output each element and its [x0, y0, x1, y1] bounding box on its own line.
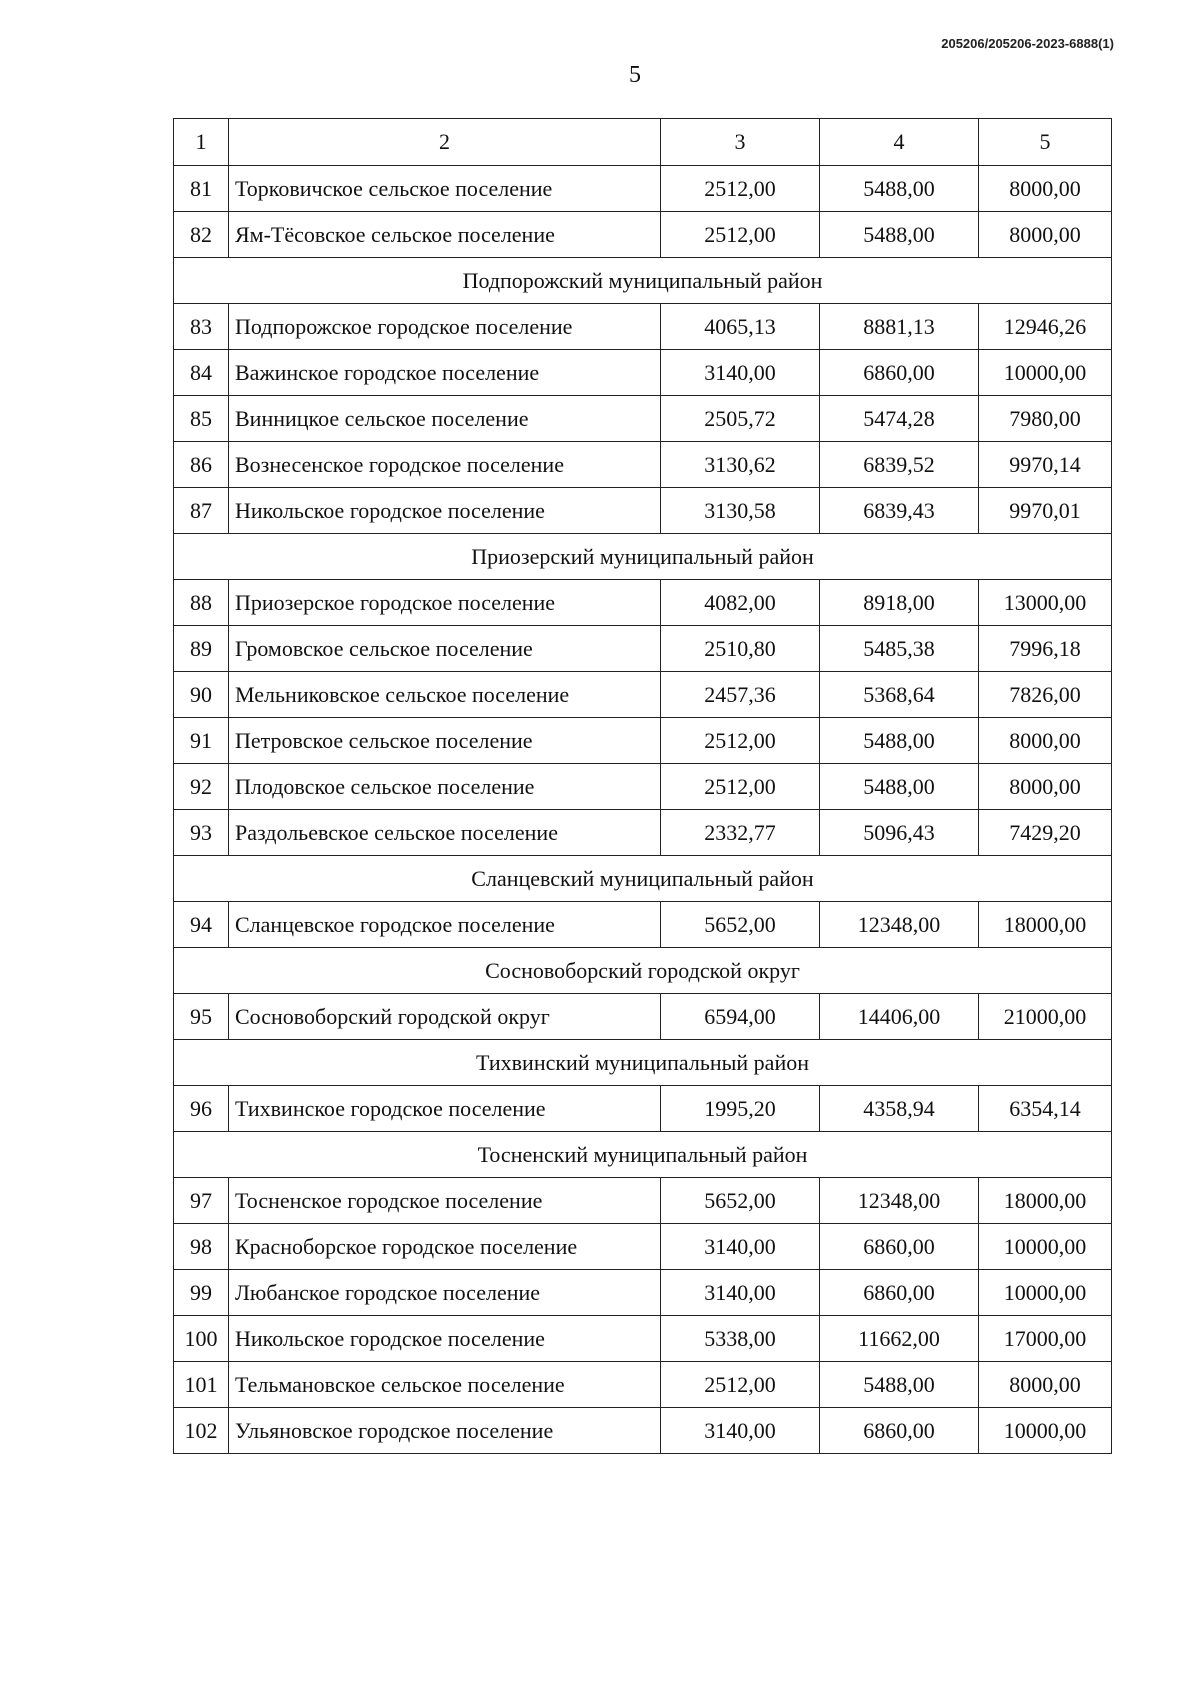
column-header: 5 [979, 119, 1112, 166]
value-col4: 6860,00 [820, 1270, 979, 1316]
value-col5: 9970,14 [979, 442, 1112, 488]
value-col4: 11662,00 [820, 1316, 979, 1362]
value-col3: 3130,62 [661, 442, 820, 488]
value-col5: 17000,00 [979, 1316, 1112, 1362]
value-col4: 5096,43 [820, 810, 979, 856]
row-number: 86 [174, 442, 229, 488]
value-col5: 7996,18 [979, 626, 1112, 672]
value-col4: 6860,00 [820, 1408, 979, 1454]
settlement-name: Ям-Тёсовское сельское поселение [229, 212, 661, 258]
value-col4: 8881,13 [820, 304, 979, 350]
row-number: 102 [174, 1408, 229, 1454]
table-row [174, 304, 1112, 350]
column-header: 3 [661, 119, 820, 166]
settlement-name: Петровское сельское поселение [229, 718, 661, 764]
value-col3: 2512,00 [661, 764, 820, 810]
row-number: 91 [174, 718, 229, 764]
row-number: 100 [174, 1316, 229, 1362]
row-number: 101 [174, 1362, 229, 1408]
row-number: 90 [174, 672, 229, 718]
value-col4: 6839,43 [820, 488, 979, 534]
table-row [174, 1224, 1112, 1270]
settlement-name: Тельмановское сельское поселение [229, 1362, 661, 1408]
table-row [174, 488, 1112, 534]
value-col5: 8000,00 [979, 764, 1112, 810]
value-col3: 5652,00 [661, 1178, 820, 1224]
value-col4: 6839,52 [820, 442, 979, 488]
row-number: 84 [174, 350, 229, 396]
section-row [174, 948, 1112, 994]
table-row [174, 1270, 1112, 1316]
section-title: Сланцевский муниципальный район [174, 856, 1112, 902]
value-col3: 4082,00 [661, 580, 820, 626]
row-number: 85 [174, 396, 229, 442]
settlement-name: Красноборское городское поселение [229, 1224, 661, 1270]
table-row [174, 1178, 1112, 1224]
value-col4: 6860,00 [820, 1224, 979, 1270]
section-title: Приозерский муниципальный район [174, 534, 1112, 580]
row-number: 83 [174, 304, 229, 350]
value-col3: 3140,00 [661, 1408, 820, 1454]
settlement-name: Подпорожское городское поселение [229, 304, 661, 350]
value-col3: 2510,80 [661, 626, 820, 672]
value-col4: 5488,00 [820, 718, 979, 764]
value-col5: 7980,00 [979, 396, 1112, 442]
table-body [174, 119, 1112, 1454]
settlement-name: Ульяновское городское поселение [229, 1408, 661, 1454]
value-col4: 5488,00 [820, 212, 979, 258]
value-col3: 2512,00 [661, 166, 820, 212]
table-row [174, 166, 1112, 212]
value-col5: 18000,00 [979, 902, 1112, 948]
table-row [174, 442, 1112, 488]
settlement-name: Никольское городское поселение [229, 488, 661, 534]
section-title: Тихвинский муниципальный район [174, 1040, 1112, 1086]
table-row [174, 672, 1112, 718]
settlement-name: Тихвинское городское поселение [229, 1086, 661, 1132]
section-row [174, 258, 1112, 304]
row-number: 94 [174, 902, 229, 948]
settlement-name: Мельниковское сельское поселение [229, 672, 661, 718]
value-col5: 8000,00 [979, 1362, 1112, 1408]
value-col4: 5474,28 [820, 396, 979, 442]
settlement-name: Винницкое сельское поселение [229, 396, 661, 442]
value-col5: 8000,00 [979, 166, 1112, 212]
value-col3: 6594,00 [661, 994, 820, 1040]
value-col4: 12348,00 [820, 1178, 979, 1224]
table-row [174, 1316, 1112, 1362]
table-row [174, 764, 1112, 810]
column-header: 1 [174, 119, 229, 166]
settlement-name: Никольское городское поселение [229, 1316, 661, 1362]
value-col5: 10000,00 [979, 1408, 1112, 1454]
settlement-name: Приозерское городское поселение [229, 580, 661, 626]
value-col3: 5338,00 [661, 1316, 820, 1362]
table-row [174, 1408, 1112, 1454]
value-col4: 5368,64 [820, 672, 979, 718]
value-col3: 2332,77 [661, 810, 820, 856]
settlement-name: Торковичское сельское поселение [229, 166, 661, 212]
value-col5: 8000,00 [979, 212, 1112, 258]
section-title: Подпорожский муниципальный район [174, 258, 1112, 304]
value-col4: 5488,00 [820, 1362, 979, 1408]
section-row [174, 856, 1112, 902]
value-col3: 4065,13 [661, 304, 820, 350]
row-number: 93 [174, 810, 229, 856]
value-col4: 12348,00 [820, 902, 979, 948]
value-col5: 10000,00 [979, 1224, 1112, 1270]
value-col3: 3130,58 [661, 488, 820, 534]
value-col3: 3140,00 [661, 1224, 820, 1270]
section-title: Сосновоборский городской округ [174, 948, 1112, 994]
section-title: Тосненский муниципальный район [174, 1132, 1112, 1178]
value-col3: 5652,00 [661, 902, 820, 948]
value-col4: 5488,00 [820, 764, 979, 810]
value-col5: 9970,01 [979, 488, 1112, 534]
value-col4: 4358,94 [820, 1086, 979, 1132]
value-col5: 10000,00 [979, 350, 1112, 396]
value-col5: 21000,00 [979, 994, 1112, 1040]
settlement-name: Громовское сельское поселение [229, 626, 661, 672]
value-col3: 2505,72 [661, 396, 820, 442]
value-col4: 6860,00 [820, 350, 979, 396]
row-number: 99 [174, 1270, 229, 1316]
row-number: 87 [174, 488, 229, 534]
value-col5: 12946,26 [979, 304, 1112, 350]
table-row [174, 1086, 1112, 1132]
table-row [174, 626, 1112, 672]
table-row [174, 994, 1112, 1040]
value-col4: 14406,00 [820, 994, 979, 1040]
row-number: 92 [174, 764, 229, 810]
page-number: 5 [629, 62, 641, 88]
row-number: 82 [174, 212, 229, 258]
value-col3: 2512,00 [661, 212, 820, 258]
row-number: 98 [174, 1224, 229, 1270]
value-col4: 5485,38 [820, 626, 979, 672]
row-number: 89 [174, 626, 229, 672]
row-number: 88 [174, 580, 229, 626]
table-row [174, 810, 1112, 856]
column-header: 4 [820, 119, 979, 166]
table-row [174, 350, 1112, 396]
settlement-name: Сосновоборский городской округ [229, 994, 661, 1040]
settlement-name: Тосненское городское поселение [229, 1178, 661, 1224]
settlement-name: Любанское городское поселение [229, 1270, 661, 1316]
table-row [174, 902, 1112, 948]
value-col5: 8000,00 [979, 718, 1112, 764]
table-row [174, 1362, 1112, 1408]
settlement-name: Сланцевское городское поселение [229, 902, 661, 948]
value-col5: 13000,00 [979, 580, 1112, 626]
row-number: 95 [174, 994, 229, 1040]
settlement-name: Важинское городское поселение [229, 350, 661, 396]
value-col5: 18000,00 [979, 1178, 1112, 1224]
table-header-row [174, 119, 1112, 166]
table-row [174, 396, 1112, 442]
value-col5: 6354,14 [979, 1086, 1112, 1132]
value-col3: 2512,00 [661, 1362, 820, 1408]
row-number: 81 [174, 166, 229, 212]
settlement-name: Раздольевское сельское поселение [229, 810, 661, 856]
table-row [174, 580, 1112, 626]
allocation-table [173, 118, 1112, 1454]
section-row [174, 1132, 1112, 1178]
value-col5: 7826,00 [979, 672, 1112, 718]
value-col3: 3140,00 [661, 350, 820, 396]
value-col3: 1995,20 [661, 1086, 820, 1132]
row-number: 97 [174, 1178, 229, 1224]
section-row [174, 534, 1112, 580]
table-row [174, 718, 1112, 764]
value-col3: 3140,00 [661, 1270, 820, 1316]
section-row [174, 1040, 1112, 1086]
column-header: 2 [229, 119, 661, 166]
settlement-name: Вознесенское городское поселение [229, 442, 661, 488]
row-number: 96 [174, 1086, 229, 1132]
value-col3: 2512,00 [661, 718, 820, 764]
value-col5: 10000,00 [979, 1270, 1112, 1316]
value-col4: 8918,00 [820, 580, 979, 626]
document-id: 205206/205206-2023-6888(1) [941, 36, 1114, 51]
settlement-name: Плодовское сельское поселение [229, 764, 661, 810]
value-col4: 5488,00 [820, 166, 979, 212]
value-col5: 7429,20 [979, 810, 1112, 856]
table-row [174, 212, 1112, 258]
value-col3: 2457,36 [661, 672, 820, 718]
